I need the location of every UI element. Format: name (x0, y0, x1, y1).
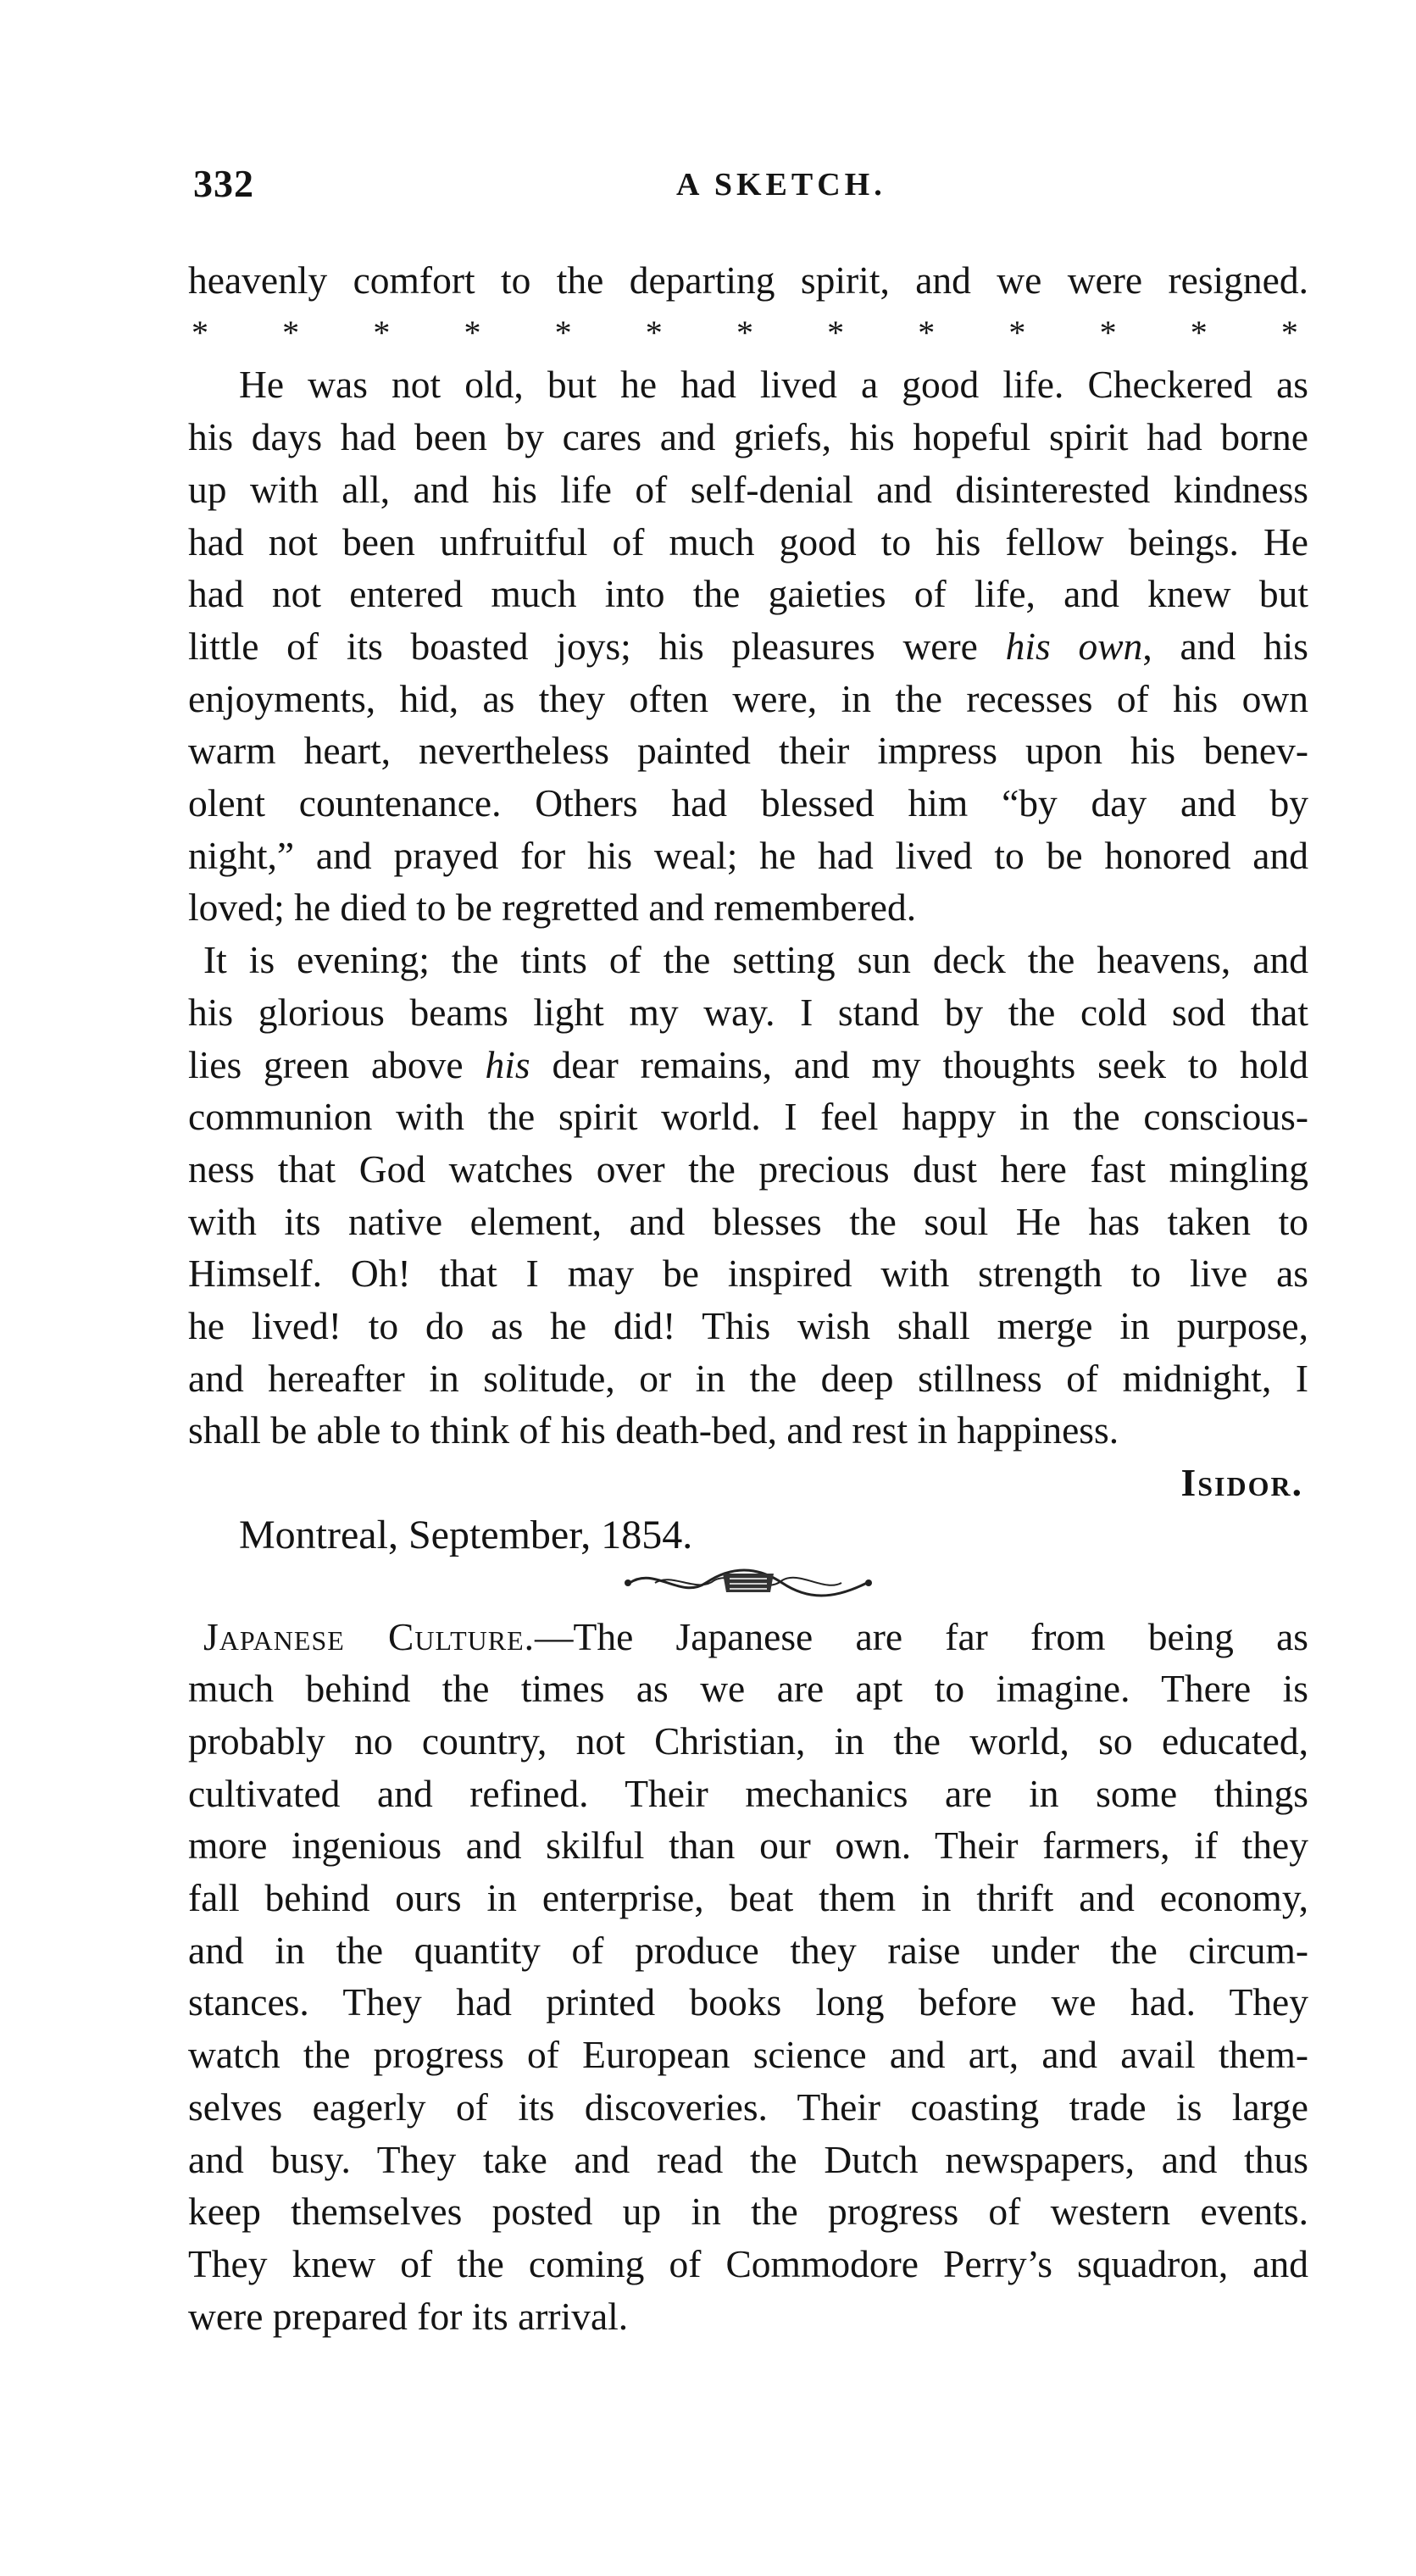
japanese-line: watch the progress of European science and art, and avail them- (188, 2033, 1308, 2077)
sketch-line: and hereafter in solitude, or in the deep stillness of midnight, I (188, 1356, 1308, 1400)
text-run: —The Japanese are far from being as (535, 1614, 1309, 1658)
star-mark: * (1099, 313, 1117, 352)
japanese-line: keep themselves posted up in the progress of western events. (188, 2190, 1308, 2234)
star-mark: * (282, 313, 300, 352)
page-body (188, 254, 1308, 2342)
japanese-line: They knew of the coming of Commodore Perry’s squadron, and (188, 2242, 1308, 2285)
sketch-line: He was not old, but he had lived a good life. Checkered as (239, 363, 1308, 407)
sketch-line: communion with the spirit world. I feel happy in the conscious- (188, 1095, 1308, 1139)
star-mark: * (736, 313, 753, 352)
text-run: little of its boasted joys; his pleasures were (188, 624, 1006, 668)
japanese-line: and in the quantity of produce they raise under the circum- (188, 1928, 1308, 1972)
emphasis-text: his own (1005, 624, 1143, 668)
sketch-line: It is evening; the tints of the setting sun deck the heavens, and (203, 938, 1308, 982)
dateline: Montreal, September, 1854. (239, 1512, 693, 1557)
japanese-line: stances. They had printed books long before we had. They (188, 1980, 1308, 2024)
sketch-line: night,” and prayed for his weal; he had lived to be honored and (188, 833, 1308, 877)
sketch-line: he lived! to do as he did! This wish shall merge in purpose, (188, 1304, 1308, 1348)
japanese-line (188, 1611, 1308, 1663)
japanese-line: cultivated and refined. Their mechanics are in some things (188, 1771, 1308, 1815)
sketch-line: up with all, and his life of self-denial and disinterested kindness (188, 467, 1308, 511)
star-mark: * (1008, 313, 1026, 352)
asterism-divider (188, 307, 1308, 359)
scroll-ornament-icon (621, 1562, 875, 1604)
star-mark: * (192, 313, 208, 352)
text-run: , and his (1142, 624, 1308, 668)
star-mark: * (645, 313, 663, 352)
sketch-line: with its native element, and blesses the soul He has taken to (188, 1199, 1308, 1243)
running-head: A SKETCH. (676, 167, 886, 203)
star-mark: * (464, 313, 481, 352)
decorative-ornament-icon (188, 1562, 1308, 1611)
star-mark: * (373, 313, 391, 352)
text-run: lies green above (188, 1042, 486, 1086)
japanese-line: much behind the times as we are apt to imagine. There is (188, 1667, 1308, 1711)
sketch-line: ness that God watches over the precious dust here fast mingling (188, 1146, 1308, 1191)
emphasis-text: his (485, 1042, 530, 1086)
sketch-line: his days had been by cares and griefs, his hopeful spirit had borne (188, 415, 1308, 459)
sketch-line: warm heart, nevertheless painted their impress upon his benev- (188, 729, 1308, 773)
sketch-line: heavenly comfort to the departing spirit, and we were resigned. (188, 258, 1308, 302)
section-heading: Japanese Culture. (203, 1614, 536, 1658)
sketch-line: olent countenance. Others had blessed him “by day and by (188, 781, 1308, 825)
japanese-line: and busy. They take and read the Dutch newspapers, and thus (188, 2137, 1308, 2181)
star-mark: * (918, 313, 936, 352)
text-run: dear remains, and my thoughts seek to hold (530, 1042, 1309, 1086)
sketch-line-with-emphasis (188, 620, 1308, 673)
japanese-line: probably no country, not Christian, in the world, so educated, (188, 1718, 1308, 1763)
sketch-line: had not entered much into the gaieties of life, and knew but (188, 572, 1308, 616)
sketch-line: shall be able to think of his death-bed, and rest in happiness. (188, 1408, 1119, 1452)
sketch-line: had not been unfruitful of much good to his fellow beings. He (188, 519, 1308, 564)
page-number: 332 (193, 162, 254, 205)
page-header (193, 161, 1303, 220)
sketch-line: his glorious beams light my way. I stand by the cold sod that (188, 990, 1308, 1034)
star-mark: * (1280, 313, 1298, 352)
star-mark: * (827, 313, 845, 352)
sketch-line: Himself. Oh! that I may be inspired with strength to live as (188, 1252, 1308, 1296)
sketch-line-with-emphasis (188, 1039, 1308, 1091)
star-mark: * (1190, 313, 1208, 352)
author-signature: Isidor. (1180, 1461, 1303, 1505)
japanese-line: more ingenious and skilful than our own. Their farmers, if they (188, 1824, 1308, 1868)
sketch-line: loved; he died to be regretted and remembered. (188, 886, 917, 930)
sketch-line: enjoyments, hid, as they often were, in the recesses of his own (188, 676, 1308, 720)
star-mark: * (554, 313, 572, 352)
japanese-line: were prepared for its arrival. (188, 2294, 629, 2338)
japanese-line: selves eagerly of its discoveries. Their coasting trade is large (188, 2085, 1308, 2129)
japanese-line: fall behind ours in enterprise, beat them in thrift and economy, (188, 1876, 1308, 1920)
